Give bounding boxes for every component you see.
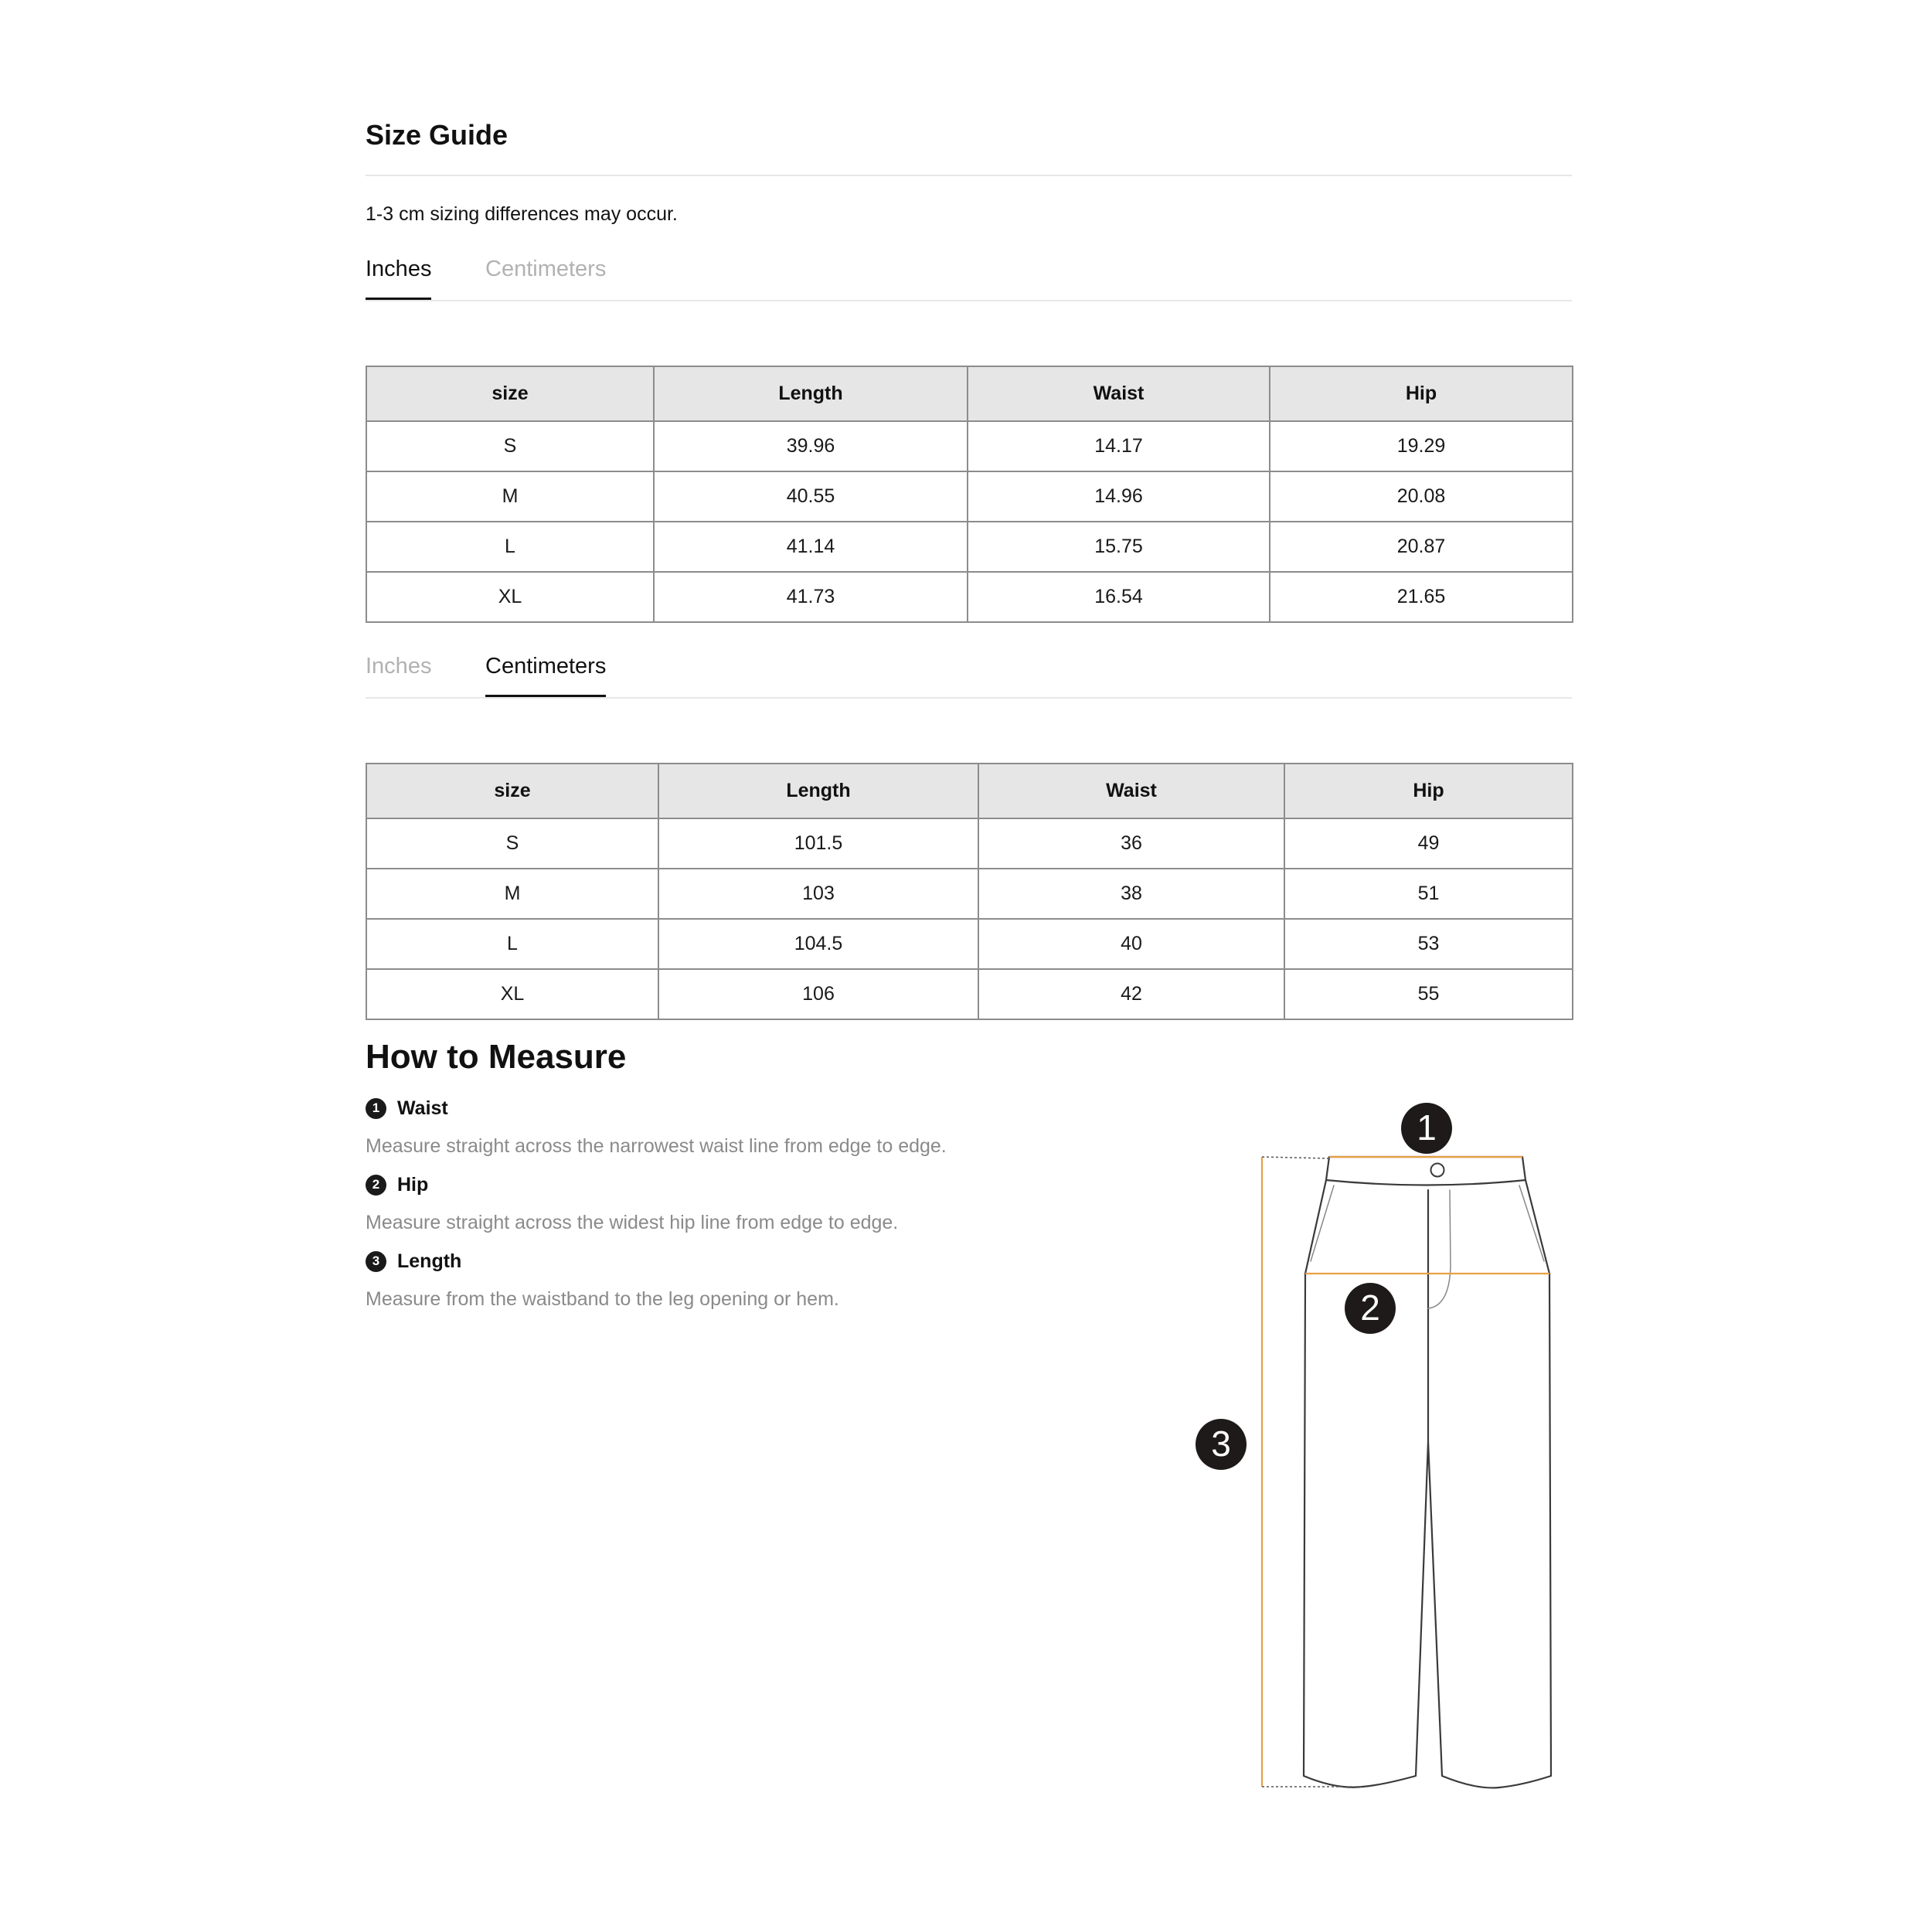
- table-cell: 15.75: [968, 522, 1270, 572]
- table-row: [366, 471, 1573, 522]
- measure-item-hip: [366, 1169, 428, 1200]
- table-cell: 41.14: [654, 522, 968, 572]
- table-cell: L: [366, 919, 658, 969]
- table-cell: 49: [1284, 818, 1573, 869]
- length-guide-ticks: [1262, 1157, 1362, 1787]
- page-title: Size Guide: [366, 119, 509, 151]
- active-tab-indicator: [485, 695, 606, 697]
- tab-inches[interactable]: [366, 651, 431, 696]
- size-table-inches: [366, 366, 1573, 623]
- table-row: [366, 869, 1573, 919]
- measure-item-length: [366, 1246, 461, 1277]
- table-cell: 16.54: [968, 572, 1270, 622]
- table-cell: 36: [978, 818, 1284, 869]
- tab-inches[interactable]: [366, 253, 431, 298]
- number-badge: 1: [366, 1098, 386, 1119]
- table-row: [366, 919, 1573, 969]
- table-cell: L: [366, 522, 654, 572]
- pants-icon: [1304, 1157, 1551, 1787]
- number-badge: 3: [366, 1251, 386, 1272]
- active-tab-indicator: [366, 298, 431, 300]
- table-cell: 14.17: [968, 421, 1270, 471]
- column-header: size: [366, 764, 658, 818]
- unit-tabs-bottom: [366, 651, 1572, 699]
- table-cell: 106: [658, 969, 978, 1019]
- table-row: [366, 522, 1573, 572]
- table-cell: 38: [978, 869, 1284, 919]
- tab-inches-label: Inches: [366, 654, 432, 679]
- table-cell: S: [366, 818, 658, 869]
- marker-2: [1345, 1283, 1396, 1334]
- measure-description: Measure from the waistband to the leg opening or hem.: [366, 1288, 839, 1310]
- table-cell: 42: [978, 969, 1284, 1019]
- table-cell: 20.08: [1270, 471, 1573, 522]
- tab-inches-label: Inches: [366, 257, 432, 281]
- how-to-measure-title: How to Measure: [366, 1038, 627, 1076]
- table-row: [366, 969, 1573, 1019]
- table-cell: 40: [978, 919, 1284, 969]
- table-cell: 14.96: [968, 471, 1270, 522]
- marker-3-label: 3: [1211, 1423, 1231, 1464]
- table-cell: M: [366, 869, 658, 919]
- table-cell: XL: [366, 572, 654, 622]
- measure-description: Measure straight across the narrowest waist line from edge to edge.: [366, 1135, 947, 1157]
- waistband-outline: [1326, 1157, 1526, 1185]
- unit-tabs-top: [366, 253, 1572, 301]
- pants-diagram: [1182, 1082, 1584, 1816]
- number-badge: 2: [366, 1175, 386, 1196]
- pocket-line-right: [1519, 1185, 1544, 1261]
- table-cell: XL: [366, 969, 658, 1019]
- column-header: Waist: [978, 764, 1284, 818]
- column-header: Waist: [968, 366, 1270, 421]
- length-top-tick: [1262, 1157, 1329, 1158]
- marker-1: [1401, 1103, 1452, 1154]
- marker-2-label: 2: [1360, 1287, 1380, 1328]
- title-divider: [366, 175, 1572, 176]
- table-cell: 19.29: [1270, 421, 1573, 471]
- fly-curve: [1428, 1190, 1451, 1308]
- sizing-note: 1-3 cm sizing differences may occur.: [366, 203, 678, 225]
- tab-centimeters-label: Centimeters: [485, 654, 607, 679]
- measure-item-waist: [366, 1093, 448, 1124]
- table-header-row: [366, 366, 1573, 421]
- table-header-row: [366, 764, 1573, 818]
- table-cell: 101.5: [658, 818, 978, 869]
- column-header: Hip: [1270, 366, 1573, 421]
- tab-centimeters-label: Centimeters: [485, 257, 607, 281]
- tab-centimeters[interactable]: [485, 253, 606, 298]
- table-cell: 104.5: [658, 919, 978, 969]
- measure-label: Hip: [397, 1173, 429, 1196]
- table-cell: 39.96: [654, 421, 968, 471]
- table-row: [366, 421, 1573, 471]
- column-header: Hip: [1284, 764, 1573, 818]
- size-table-centimeters: [366, 763, 1573, 1020]
- table-cell: 51: [1284, 869, 1573, 919]
- column-header: size: [366, 366, 654, 421]
- tab-centimeters[interactable]: [485, 651, 606, 696]
- marker-1-label: 1: [1417, 1107, 1437, 1148]
- measure-description: Measure straight across the widest hip line from edge to edge.: [366, 1212, 899, 1233]
- measure-label: Waist: [397, 1097, 448, 1119]
- table-cell: 21.65: [1270, 572, 1573, 622]
- table-row: [366, 818, 1573, 869]
- marker-3: [1196, 1419, 1247, 1470]
- table-cell: S: [366, 421, 654, 471]
- table-cell: 40.55: [654, 471, 968, 522]
- measure-label: Length: [397, 1250, 462, 1272]
- table-cell: 20.87: [1270, 522, 1573, 572]
- column-header: Length: [658, 764, 978, 818]
- table-cell: 103: [658, 869, 978, 919]
- table-cell: 41.73: [654, 572, 968, 622]
- button-icon: [1431, 1164, 1444, 1177]
- column-header: Length: [654, 366, 968, 421]
- table-cell: M: [366, 471, 654, 522]
- table-row: [366, 572, 1573, 622]
- table-cell: 55: [1284, 969, 1573, 1019]
- table-cell: 53: [1284, 919, 1573, 969]
